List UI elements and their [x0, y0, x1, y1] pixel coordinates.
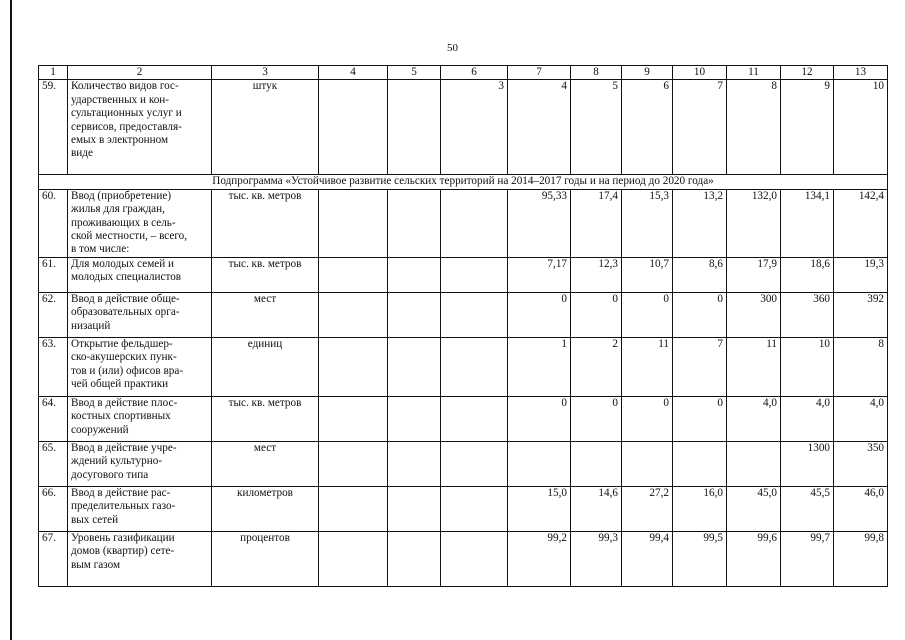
value-cell [388, 396, 441, 441]
unit-of-measure: мест [212, 292, 319, 337]
value-cell: 4,0 [834, 396, 888, 441]
value-cell: 2 [571, 337, 622, 396]
indicator-name: Ввод в действие плос- костных спортивных сооружений [68, 396, 212, 441]
column-number: 2 [68, 66, 212, 80]
value-cell: 17,4 [571, 189, 622, 257]
value-cell [441, 257, 508, 292]
value-cell: 99,3 [571, 531, 622, 586]
value-cell: 14,6 [571, 486, 622, 531]
unit-of-measure: единиц [212, 337, 319, 396]
value-cell [441, 486, 508, 531]
unit-of-measure: тыс. кв. метров [212, 189, 319, 257]
value-cell: 12,3 [571, 257, 622, 292]
value-cell [319, 441, 388, 486]
page-edge-line [10, 0, 12, 640]
value-cell: 99,4 [622, 531, 673, 586]
value-cell: 1 [508, 337, 571, 396]
row-number: 61. [39, 257, 68, 292]
value-cell [319, 257, 388, 292]
value-cell [319, 189, 388, 257]
row-number: 67. [39, 531, 68, 586]
table-row [39, 292, 888, 337]
value-cell: 1300 [781, 441, 834, 486]
value-cell: 392 [834, 292, 888, 337]
value-cell: 4 [508, 80, 571, 175]
value-cell: 5 [571, 80, 622, 175]
indicator-name: Ввод в действие учре- ждений культурно- досугового типа [68, 441, 212, 486]
unit-of-measure: тыс. кв. метров [212, 257, 319, 292]
row-number: 65. [39, 441, 68, 486]
row-number: 66. [39, 486, 68, 531]
indicator-name: Ввод в действие обще- образовательных орга- низаций [68, 292, 212, 337]
subprogram-title: Подпрограмма «Устойчивое развитие сельских территорий на 2014–2017 годы и на период до 2020 года» [39, 175, 888, 189]
column-number: 5 [388, 66, 441, 80]
value-cell [441, 531, 508, 586]
value-cell [388, 531, 441, 586]
table-row [39, 441, 888, 486]
value-cell: 6 [622, 80, 673, 175]
value-cell: 18,6 [781, 257, 834, 292]
value-cell [388, 441, 441, 486]
row-number: 64. [39, 396, 68, 441]
value-cell [622, 441, 673, 486]
value-cell: 95,33 [508, 189, 571, 257]
value-cell: 350 [834, 441, 888, 486]
value-cell: 4,0 [781, 396, 834, 441]
value-cell: 45,5 [781, 486, 834, 531]
unit-of-measure: тыс. кв. метров [212, 396, 319, 441]
value-cell [319, 292, 388, 337]
value-cell [319, 337, 388, 396]
subprogram-row [39, 175, 888, 189]
value-cell: 134,1 [781, 189, 834, 257]
column-number: 8 [571, 66, 622, 80]
value-cell: 8 [727, 80, 781, 175]
column-number: 9 [622, 66, 673, 80]
table-row [39, 531, 888, 586]
value-cell [673, 441, 727, 486]
value-cell: 360 [781, 292, 834, 337]
unit-of-measure: штук [212, 80, 319, 175]
column-number: 3 [212, 66, 319, 80]
unit-of-measure: процентов [212, 531, 319, 586]
value-cell [388, 337, 441, 396]
value-cell: 99,2 [508, 531, 571, 586]
value-cell: 10,7 [622, 257, 673, 292]
value-cell: 8 [834, 337, 888, 396]
value-cell [441, 189, 508, 257]
value-cell: 0 [622, 292, 673, 337]
value-cell: 16,0 [673, 486, 727, 531]
unit-of-measure: километров [212, 486, 319, 531]
value-cell: 142,4 [834, 189, 888, 257]
table-row [39, 337, 888, 396]
column-number: 4 [319, 66, 388, 80]
indicator-name: Количество видов гос- ударственных и кон- сультационных услуг и сервисов, предоставля- емых в электронном виде [68, 80, 212, 175]
page-number: 50 [447, 42, 458, 54]
table-row [39, 189, 888, 257]
value-cell: 7 [673, 80, 727, 175]
value-cell: 13,2 [673, 189, 727, 257]
table-row [39, 396, 888, 441]
column-number: 13 [834, 66, 888, 80]
value-cell [441, 441, 508, 486]
column-number: 1 [39, 66, 68, 80]
value-cell [727, 441, 781, 486]
indicators-table [38, 65, 888, 587]
unit-of-measure: мест [212, 441, 319, 486]
value-cell [388, 80, 441, 175]
row-number: 60. [39, 189, 68, 257]
value-cell: 7,17 [508, 257, 571, 292]
indicator-name: Уровень газификации домов (квартир) сете- вым газом [68, 531, 212, 586]
value-cell [319, 80, 388, 175]
value-cell: 132,0 [727, 189, 781, 257]
indicator-name: Для молодых семей и молодых специалистов [68, 257, 212, 292]
value-cell: 19,3 [834, 257, 888, 292]
value-cell [571, 441, 622, 486]
value-cell [508, 441, 571, 486]
value-cell: 11 [622, 337, 673, 396]
value-cell: 99,8 [834, 531, 888, 586]
value-cell [388, 486, 441, 531]
indicator-name: Открытие фельдшер- ско-акушерских пунк- тов и (или) офисов вра- чей общей практики [68, 337, 212, 396]
indicator-name: Ввод (приобретение) жилья для граждан, проживающих в сель- ской местности, – всего, в том числе: [68, 189, 212, 257]
value-cell [319, 531, 388, 586]
value-cell: 0 [673, 292, 727, 337]
value-cell [319, 486, 388, 531]
value-cell: 8,6 [673, 257, 727, 292]
column-number: 7 [508, 66, 571, 80]
row-number: 62. [39, 292, 68, 337]
table-row [39, 80, 888, 175]
value-cell: 99,5 [673, 531, 727, 586]
table-row [39, 257, 888, 292]
value-cell: 45,0 [727, 486, 781, 531]
value-cell [441, 337, 508, 396]
value-cell: 0 [508, 292, 571, 337]
value-cell [388, 189, 441, 257]
value-cell: 11 [727, 337, 781, 396]
value-cell: 46,0 [834, 486, 888, 531]
column-number: 11 [727, 66, 781, 80]
value-cell: 10 [781, 337, 834, 396]
value-cell: 9 [781, 80, 834, 175]
value-cell [388, 292, 441, 337]
value-cell: 0 [673, 396, 727, 441]
value-cell: 99,6 [727, 531, 781, 586]
value-cell: 4,0 [727, 396, 781, 441]
column-number: 6 [441, 66, 508, 80]
value-cell: 27,2 [622, 486, 673, 531]
value-cell: 3 [441, 80, 508, 175]
value-cell [388, 257, 441, 292]
column-number: 12 [781, 66, 834, 80]
row-number: 59. [39, 80, 68, 175]
column-number: 10 [673, 66, 727, 80]
value-cell: 0 [571, 396, 622, 441]
value-cell: 7 [673, 337, 727, 396]
value-cell: 15,0 [508, 486, 571, 531]
value-cell: 10 [834, 80, 888, 175]
value-cell: 15,3 [622, 189, 673, 257]
value-cell: 99,7 [781, 531, 834, 586]
value-cell [441, 292, 508, 337]
value-cell: 0 [508, 396, 571, 441]
value-cell [441, 396, 508, 441]
row-number: 63. [39, 337, 68, 396]
value-cell [319, 396, 388, 441]
indicator-name: Ввод в действие рас- пределительных газо- вых сетей [68, 486, 212, 531]
value-cell: 0 [571, 292, 622, 337]
value-cell: 17,9 [727, 257, 781, 292]
value-cell: 300 [727, 292, 781, 337]
table-row [39, 486, 888, 531]
value-cell: 0 [622, 396, 673, 441]
column-number-row [39, 66, 888, 80]
